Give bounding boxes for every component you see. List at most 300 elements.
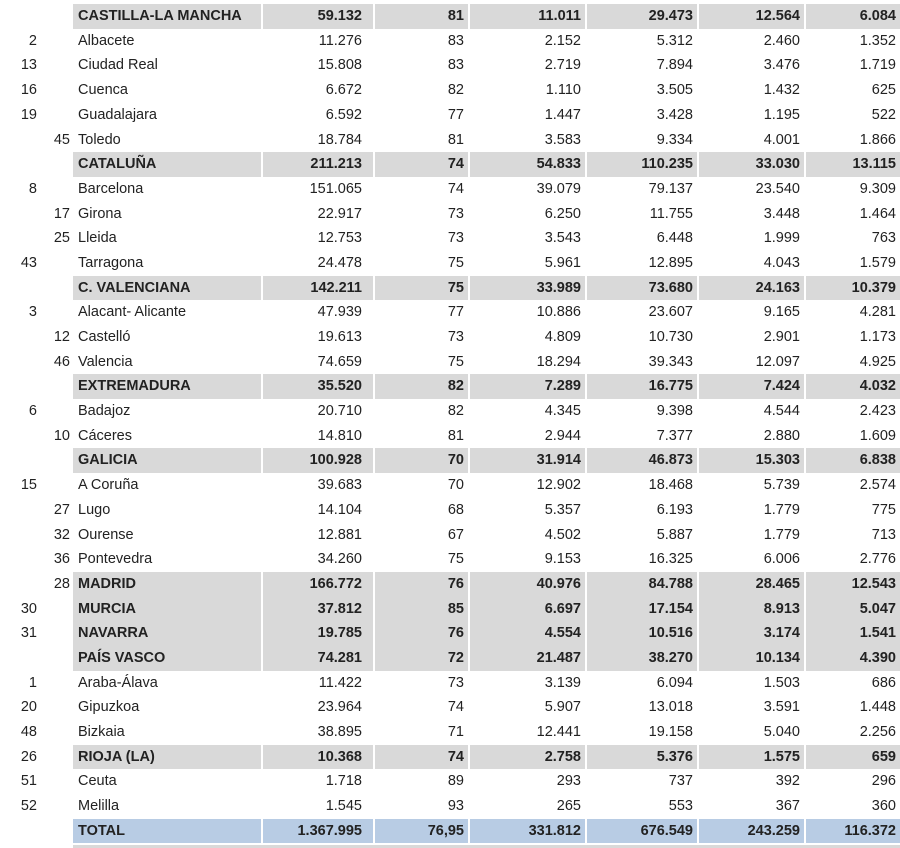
value-col-6: 4.281: [859, 304, 896, 321]
value-col-1: 74.659: [317, 353, 362, 370]
value-col-4: 84.788: [585, 572, 697, 597]
value-col-2: 83: [447, 57, 464, 74]
value-col-6: 1.719: [859, 57, 896, 74]
province-code: [0, 424, 44, 449]
territory-name: Toledo: [78, 131, 121, 148]
province-code: [0, 127, 44, 152]
value-col-4: 10.516: [585, 621, 697, 646]
province-code: 16: [20, 82, 37, 99]
territory-name: Girona: [78, 205, 122, 222]
value-col-1: 19.613: [317, 329, 362, 346]
value-col-3: 5.961: [544, 254, 581, 271]
value-col-2: 73: [447, 329, 464, 346]
table-row: [0, 473, 900, 498]
province-code: [0, 498, 44, 523]
value-col-2: 81: [373, 4, 468, 29]
value-col-5: 9.165: [763, 304, 800, 321]
province-code: 6: [28, 403, 37, 420]
table-row: [0, 374, 900, 399]
table-row: [0, 53, 900, 78]
value-col-4: 79.137: [648, 180, 693, 197]
province-code: [0, 572, 44, 597]
table-row: [0, 547, 900, 572]
value-col-3: 39.079: [536, 180, 581, 197]
province-code-alt: [44, 300, 73, 325]
value-col-6: 4.032: [804, 374, 900, 399]
territory-name: Guadalajara: [78, 106, 157, 123]
value-col-5: 15.303: [697, 448, 804, 473]
value-col-3: 265: [556, 798, 581, 815]
province-code: 30: [20, 600, 37, 617]
value-col-1: 24.478: [317, 254, 362, 271]
value-col-5: 12.564: [697, 4, 804, 29]
territory-name: Valencia: [78, 353, 133, 370]
province-code-alt: 46: [53, 353, 70, 370]
value-col-3: 6.697: [468, 597, 585, 622]
province-code-alt: [44, 473, 73, 498]
territory-name: Albacete: [78, 32, 135, 49]
province-code: 20: [20, 699, 37, 716]
value-col-4: 7.377: [656, 427, 693, 444]
province-code: [0, 448, 44, 473]
table-row: [0, 276, 900, 301]
province-code: 3: [28, 304, 37, 321]
table-row: [0, 745, 900, 770]
value-col-6: 6.838: [804, 448, 900, 473]
value-col-2: 74: [447, 180, 464, 197]
value-col-6: 9.309: [859, 180, 896, 197]
value-col-2: 68: [447, 501, 464, 518]
value-col-4: 13.018: [648, 699, 693, 716]
value-col-3: 331.812: [468, 819, 585, 844]
value-col-5: 392: [775, 773, 800, 790]
value-col-5: 5.040: [763, 724, 800, 741]
table-body: [0, 4, 900, 843]
value-col-4: 17.154: [585, 597, 697, 622]
province-code-alt: 10: [53, 427, 70, 444]
value-col-4: 3.505: [656, 82, 693, 99]
value-col-2: 83: [447, 32, 464, 49]
value-col-6: 6.084: [804, 4, 900, 29]
value-col-5: 12.097: [755, 353, 800, 370]
value-col-1: 10.368: [261, 745, 373, 770]
province-code: 8: [28, 180, 37, 197]
value-col-1: 37.812: [261, 597, 373, 622]
province-code: [0, 4, 44, 29]
province-code-alt: 12: [53, 329, 70, 346]
value-col-6: 13.115: [804, 152, 900, 177]
province-code-alt: [44, 276, 73, 301]
province-code: [0, 152, 44, 177]
value-col-3: 2.152: [544, 32, 581, 49]
value-col-5: 7.424: [697, 374, 804, 399]
table-row: [0, 671, 900, 696]
value-col-2: 76: [373, 572, 468, 597]
value-col-6: 522: [871, 106, 896, 123]
value-col-5: 1.779: [763, 501, 800, 518]
value-col-3: 54.833: [468, 152, 585, 177]
value-col-5: 2.901: [763, 329, 800, 346]
table-row: [0, 103, 900, 128]
value-col-6: 5.047: [804, 597, 900, 622]
value-col-2: 76,95: [373, 819, 468, 844]
table-row: [0, 424, 900, 449]
value-col-6: 1.464: [859, 205, 896, 222]
value-col-3: 40.976: [468, 572, 585, 597]
territory-name: Pontevedra: [78, 551, 153, 568]
value-col-3: 4.554: [468, 621, 585, 646]
table-row: [0, 498, 900, 523]
value-col-4: 5.887: [656, 526, 693, 543]
value-col-6: 659: [804, 745, 900, 770]
table-row: [0, 152, 900, 177]
value-col-2: 93: [447, 798, 464, 815]
territory-name: Gipuzkoa: [78, 699, 140, 716]
value-col-6: 2.776: [859, 551, 896, 568]
value-col-2: 67: [447, 526, 464, 543]
value-col-5: 1.503: [763, 674, 800, 691]
table-row: [0, 251, 900, 276]
province-code-alt: [44, 769, 73, 794]
table-row: [0, 4, 900, 29]
value-col-3: 3.583: [544, 131, 581, 148]
value-col-3: 12.441: [536, 724, 581, 741]
value-col-6: 10.379: [804, 276, 900, 301]
value-col-1: 38.895: [317, 724, 362, 741]
value-col-5: 24.163: [697, 276, 804, 301]
province-code: 19: [20, 106, 37, 123]
province-code: 51: [20, 773, 37, 790]
territory-name: Castelló: [78, 329, 131, 346]
value-col-2: 74: [373, 152, 468, 177]
value-col-6: 1.448: [859, 699, 896, 716]
province-code-alt: 36: [53, 551, 70, 568]
territory-name: Araba-Álava: [78, 674, 158, 691]
value-col-4: 12.895: [648, 254, 693, 271]
territory-name: Badajoz: [78, 403, 131, 420]
value-col-5: 3.448: [763, 205, 800, 222]
value-col-2: 73: [447, 205, 464, 222]
table-row: [0, 646, 900, 671]
value-col-5: 3.591: [763, 699, 800, 716]
province-code-alt: [44, 646, 73, 671]
value-col-4: 6.193: [656, 501, 693, 518]
table-row: [0, 597, 900, 622]
value-col-3: 9.153: [544, 551, 581, 568]
table-row: [0, 794, 900, 819]
table-row: [0, 325, 900, 350]
value-col-4: 18.468: [648, 477, 693, 494]
value-col-3: 4.502: [544, 526, 581, 543]
value-col-5: 2.460: [763, 32, 800, 49]
table-row: [0, 300, 900, 325]
value-col-4: 29.473: [585, 4, 697, 29]
value-col-1: 23.964: [317, 699, 362, 716]
value-col-1: 39.683: [317, 477, 362, 494]
value-col-5: 1.432: [763, 82, 800, 99]
territory-name: Cuenca: [78, 82, 128, 99]
province-code-alt: [44, 251, 73, 276]
territory-name: Bizkaia: [78, 724, 125, 741]
province-code: 31: [20, 625, 37, 642]
value-col-1: 12.753: [317, 230, 362, 247]
value-col-1: 20.710: [317, 403, 362, 420]
province-code-alt: 28: [53, 575, 70, 592]
table-row: [0, 695, 900, 720]
table-row: [0, 769, 900, 794]
table-row: [0, 621, 900, 646]
value-col-3: 1.110: [545, 82, 581, 99]
territory-name: Lugo: [78, 501, 111, 518]
value-col-6: 12.543: [804, 572, 900, 597]
value-col-6: 713: [871, 526, 896, 543]
table-row: [0, 226, 900, 251]
province-code: [0, 819, 44, 844]
province-code-alt: [44, 177, 73, 202]
value-col-5: 4.544: [763, 403, 800, 420]
value-col-1: 14.104: [317, 501, 362, 518]
value-col-1: 59.132: [261, 4, 373, 29]
value-col-5: 1.575: [697, 745, 804, 770]
value-col-5: 2.880: [763, 427, 800, 444]
value-col-5: 1.999: [763, 230, 800, 247]
value-col-3: 7.289: [468, 374, 585, 399]
province-code-alt: [44, 695, 73, 720]
table-row: [0, 78, 900, 103]
value-col-4: 6.448: [656, 230, 693, 247]
province-code: [0, 522, 44, 547]
province-code: 1: [28, 674, 37, 691]
value-col-5: 23.540: [755, 180, 800, 197]
territory-name: C. VALENCIANA: [73, 276, 261, 301]
value-col-4: 9.398: [656, 403, 693, 420]
value-col-4: 5.376: [585, 745, 697, 770]
value-col-1: 22.917: [317, 205, 362, 222]
table-row: [0, 720, 900, 745]
value-col-4: 7.894: [656, 57, 693, 74]
value-col-6: 360: [871, 798, 896, 815]
territory-name: Alacant- Alicante: [78, 304, 187, 321]
value-col-1: 142.211: [261, 276, 373, 301]
value-col-5: 4.043: [763, 254, 800, 271]
province-code-alt: 25: [53, 230, 70, 247]
value-col-1: 35.520: [261, 374, 373, 399]
province-code-alt: 17: [53, 205, 70, 222]
territory-name: Barcelona: [78, 180, 144, 197]
value-col-1: 18.784: [317, 131, 362, 148]
value-col-2: 75: [447, 254, 464, 271]
province-code-alt: [44, 53, 73, 78]
value-col-1: 19.785: [261, 621, 373, 646]
province-code-alt: [44, 448, 73, 473]
province-code-alt: [44, 745, 73, 770]
value-col-3: 3.543: [544, 230, 581, 247]
value-col-4: 737: [668, 773, 693, 790]
value-col-5: 367: [775, 798, 800, 815]
value-col-5: 3.476: [763, 57, 800, 74]
value-col-1: 166.772: [261, 572, 373, 597]
value-col-2: 70: [373, 448, 468, 473]
province-code-alt: [44, 103, 73, 128]
province-code-alt: [44, 29, 73, 54]
value-col-2: 82: [447, 82, 464, 99]
value-col-3: 4.809: [544, 329, 581, 346]
table-row: [0, 522, 900, 547]
value-col-2: 85: [373, 597, 468, 622]
value-col-6: 1.866: [859, 131, 896, 148]
province-code-alt: [44, 399, 73, 424]
province-code: [0, 350, 44, 375]
value-col-1: 6.592: [325, 106, 362, 123]
value-col-6: 686: [871, 674, 896, 691]
territory-name: CATALUÑA: [73, 152, 261, 177]
value-col-3: 2.719: [544, 57, 581, 74]
territory-name: CASTILLA-LA MANCHA: [73, 4, 261, 29]
value-col-2: 75: [447, 353, 464, 370]
territory-name: TOTAL: [73, 819, 261, 844]
table-row: [0, 29, 900, 54]
table-row: [0, 399, 900, 424]
value-col-6: 1.541: [804, 621, 900, 646]
value-col-5: 243.259: [697, 819, 804, 844]
value-col-2: 74: [447, 699, 464, 716]
territory-name: A Coruña: [78, 477, 139, 494]
value-col-1: 6.672: [325, 82, 362, 99]
value-col-1: 15.808: [317, 57, 362, 74]
value-col-3: 11.011: [468, 4, 585, 29]
province-code-alt: 27: [53, 501, 70, 518]
value-col-2: 81: [447, 131, 464, 148]
value-col-1: 211.213: [261, 152, 373, 177]
value-col-3: 18.294: [536, 353, 581, 370]
table-row: [0, 572, 900, 597]
province-code: 26: [20, 748, 37, 765]
province-code: [0, 202, 44, 227]
territory-name: Ourense: [78, 526, 134, 543]
value-col-5: 1.779: [763, 526, 800, 543]
value-col-3: 2.944: [544, 427, 581, 444]
value-col-2: 81: [447, 427, 464, 444]
value-col-6: 775: [871, 501, 896, 518]
value-col-5: 5.739: [763, 477, 800, 494]
territory-name: Cáceres: [78, 427, 132, 444]
territory-name: RIOJA (LA): [73, 745, 261, 770]
value-col-6: 116.372: [804, 819, 900, 844]
value-col-2: 75: [447, 551, 464, 568]
value-col-3: 33.989: [468, 276, 585, 301]
province-code-alt: 45: [53, 131, 70, 148]
value-col-4: 110.235: [585, 152, 697, 177]
table-row: [0, 177, 900, 202]
value-col-1: 11.276: [318, 32, 362, 49]
value-col-2: 76: [373, 621, 468, 646]
value-col-2: 71: [447, 724, 464, 741]
province-code: 48: [20, 724, 37, 741]
value-col-3: 3.139: [544, 674, 581, 691]
province-code-alt: [44, 374, 73, 399]
province-code: [0, 276, 44, 301]
value-col-6: 1.609: [859, 427, 896, 444]
value-col-1: 100.928: [261, 448, 373, 473]
value-col-6: 1.352: [859, 32, 896, 49]
value-col-4: 9.334: [656, 131, 693, 148]
value-col-4: 73.680: [585, 276, 697, 301]
province-code: 52: [20, 798, 37, 815]
value-col-5: 28.465: [697, 572, 804, 597]
province-code: [0, 547, 44, 572]
value-col-2: 73: [447, 230, 464, 247]
value-col-4: 19.158: [648, 724, 693, 741]
value-col-2: 72: [373, 646, 468, 671]
value-col-3: 5.357: [544, 501, 581, 518]
value-col-5: 8.913: [697, 597, 804, 622]
value-col-6: 625: [871, 82, 896, 99]
territory-name: GALICIA: [73, 448, 261, 473]
province-code-alt: [44, 4, 73, 29]
value-col-4: 5.312: [656, 32, 693, 49]
value-col-2: 89: [447, 773, 464, 790]
value-col-3: 2.758: [468, 745, 585, 770]
province-code-alt: [44, 78, 73, 103]
value-col-3: 1.447: [544, 106, 581, 123]
value-col-6: 4.390: [804, 646, 900, 671]
value-col-3: 293: [556, 773, 581, 790]
province-code: [0, 646, 44, 671]
territory-name: PAÍS VASCO: [73, 646, 261, 671]
value-col-2: 77: [447, 106, 464, 123]
territory-name: MADRID: [73, 572, 261, 597]
table-row: [0, 202, 900, 227]
value-col-1: 74.281: [261, 646, 373, 671]
territory-name: Ciudad Real: [78, 57, 158, 74]
value-col-2: 74: [373, 745, 468, 770]
table-row: [0, 819, 900, 844]
value-col-6: 4.925: [859, 353, 896, 370]
province-code-alt: [44, 621, 73, 646]
value-col-3: 6.250: [544, 205, 581, 222]
value-col-6: 2.574: [859, 477, 896, 494]
table-row: [0, 127, 900, 152]
value-col-2: 82: [373, 374, 468, 399]
value-col-4: 23.607: [648, 304, 693, 321]
province-code-alt: [44, 720, 73, 745]
value-col-6: 1.173: [859, 329, 896, 346]
territory-name: Lleida: [78, 230, 117, 247]
value-col-4: 11.755: [649, 205, 693, 222]
value-col-5: 1.195: [763, 106, 800, 123]
value-col-4: 16.775: [585, 374, 697, 399]
province-code: 13: [20, 57, 37, 74]
value-col-4: 16.325: [648, 551, 693, 568]
value-col-5: 4.001: [763, 131, 800, 148]
province-code: 15: [20, 477, 37, 494]
value-col-2: 82: [447, 403, 464, 420]
value-col-1: 1.367.995: [261, 819, 373, 844]
territory-name: Ceuta: [78, 773, 117, 790]
value-col-3: 12.902: [536, 477, 581, 494]
value-col-6: 2.256: [859, 724, 896, 741]
value-col-3: 4.345: [544, 403, 581, 420]
value-col-6: 296: [871, 773, 896, 790]
province-code: [0, 226, 44, 251]
province-code-alt: [44, 152, 73, 177]
value-col-4: 39.343: [648, 353, 693, 370]
province-code-alt: [44, 671, 73, 696]
territory-name: NAVARRA: [73, 621, 261, 646]
value-col-4: 6.094: [656, 674, 693, 691]
value-col-6: 2.423: [859, 403, 896, 420]
value-col-2: 73: [447, 674, 464, 691]
